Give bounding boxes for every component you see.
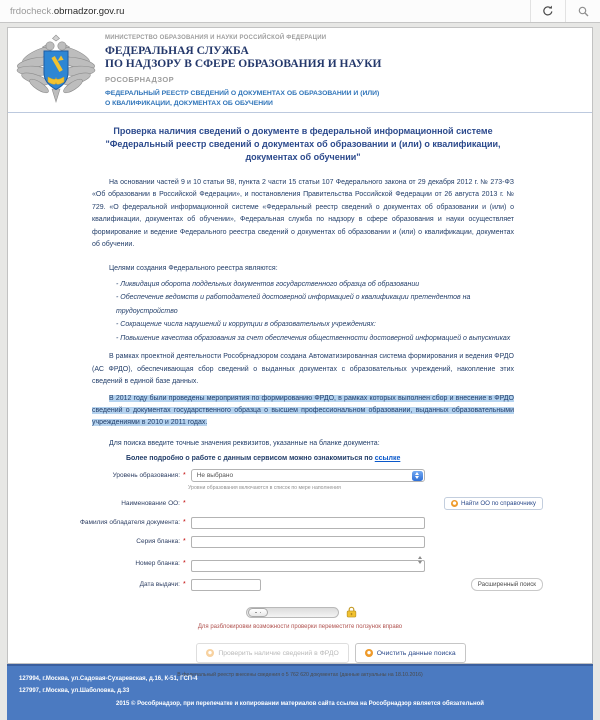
reload-button[interactable] — [530, 0, 565, 22]
url-subdomain: frdocheck. — [10, 5, 54, 17]
main-content — [8, 125, 592, 462]
required-asterisk: * — [183, 500, 186, 508]
series-label: Серия бланка: — [136, 538, 180, 546]
goal-item: - Повышение качества образования за счет обеспечения общественности достоверной информацией о выпускниках — [116, 334, 511, 342]
url-domain: obrnadzor.gov.ru — [53, 5, 125, 17]
advanced-search-button[interactable]: Расширенный поиск — [471, 578, 543, 591]
address-line-2: 127997, г.Москва, ул.Шаболовка, д.33 — [19, 688, 130, 694]
education-level-select[interactable] — [191, 469, 425, 482]
registry-stats: В федеральный реестр внесены сведения о 5 762 620 документах (данные актуальны на 18.10.2016) — [177, 672, 423, 679]
unlock-slider-row — [246, 606, 592, 618]
issue-date-row — [8, 578, 592, 591]
surname-label: Фамилия обладателя документа: — [79, 519, 180, 527]
browser-bar — [0, 0, 600, 23]
ministry-label: МИНИСТЕРСТВО ОБРАЗОВАНИЯ И НАУКИ РОССИЙСКОЙ ФЕДЕРАЦИИ — [105, 35, 327, 41]
required-asterisk: * — [183, 538, 186, 546]
clear-search-icon — [365, 649, 373, 657]
surname-row — [8, 516, 592, 529]
check-frdo-icon — [206, 649, 214, 657]
goal-item: - Обеспечение ведомств и работодателей достоверной информацией о квалификации претендентов на трудоустройство — [116, 294, 471, 315]
more-info-text: Более подробно о работе с данным сервисом можно ознакомиться по ссылке — [126, 455, 401, 463]
goal-item: - Ликвидация оборота поддельных документов государственного образца об образовании — [116, 280, 420, 288]
education-level-hint: Уровни образования включаются в список по мере наполнения — [188, 485, 341, 492]
search-button[interactable] — [565, 0, 600, 22]
agency-name: РОСОБРНАДЗОР — [105, 75, 174, 84]
check-frdo-button[interactable]: Проверить наличие сведений в ФРДО — [196, 643, 348, 663]
reload-icon — [542, 5, 554, 17]
copyright-text: 2015 © Рособрнадзор, при перепечатке и копировании материалов сайта ссылка на Рособрнадзор является обязательной — [116, 701, 484, 707]
page-title: Проверка наличия сведений о документе в федеральной информационной системе "Федеральный реестр сведений о документах об образовании и (или) о квалификации, документах об обучении" — [105, 126, 501, 162]
unlock-slider-handle[interactable] — [248, 608, 268, 617]
slider-hint: Для разблокировки возможности проверки переместите ползунок вправо — [197, 624, 403, 631]
number-input[interactable] — [191, 560, 425, 572]
issue-date-input[interactable] — [191, 579, 261, 591]
search-form — [8, 469, 592, 678]
lock-icon — [346, 606, 357, 618]
service-name: ФЕДЕРАЛЬНАЯ СЛУЖБА ПО НАДЗОРУ В СФЕРЕ ОБРАЗОВАНИЯ И НАУКИ — [105, 45, 382, 70]
find-org-icon — [451, 500, 458, 507]
required-asterisk: * — [183, 519, 186, 527]
unlock-slider-track[interactable] — [246, 607, 339, 618]
search-instruction: Для поиска введите точные значения реквизитов, указанные на бланке документа: — [109, 439, 380, 447]
education-level-label: Уровень образования: — [112, 472, 180, 480]
series-row — [8, 535, 592, 548]
clear-search-button[interactable]: Очистить данные поиска — [355, 643, 466, 663]
intro-paragraph: На основании частей 9 и 10 статьи 98, пункта 2 части 15 статьи 107 Федерального закона от 29 декабря 2012 г. № 273-ФЗ «Об образовании в Российской Федерации», и постановления Правительства Российской Федерации от 26 августа 2013 г. № 729. «О федеральной информационной системе «Федеральный реестр сведений о документах об образовании и (или) о квалификации, документах об обучении», Федеральная служба по надзору в сфере образования и науки осуществляет формирование и ведение Федерального реестра сведений о документах об образовании и (или) о квалификации, документах об обучении. — [92, 179, 514, 249]
header-text — [105, 34, 382, 108]
find-org-button[interactable]: Найти ОО по справочнику — [444, 497, 543, 510]
org-name-label: Наименование ОО: — [121, 500, 180, 508]
series-input[interactable] — [191, 536, 425, 548]
education-level-value: Не выбрано — [196, 472, 234, 480]
number-row — [8, 554, 592, 572]
number-label: Номер бланка: — [135, 559, 180, 567]
required-asterisk: * — [183, 581, 186, 589]
highlighted-paragraph — [92, 393, 514, 430]
surname-input[interactable] — [191, 517, 425, 529]
page-background — [0, 23, 600, 720]
search-icon — [578, 6, 589, 17]
required-asterisk: * — [183, 559, 186, 567]
frdo-paragraph: В рамках проектной деятельности Рособрнадзором создана Автоматизированная система формирования и ведения ФРДО (АС ФРДО), обеспечивающая сбор сведений о выданных документах с образовательных учреждений, накопление этих сведений в единой базе данных. — [92, 353, 514, 386]
org-name-row — [8, 497, 592, 510]
site-header — [8, 28, 592, 113]
registry-name: ФЕДЕРАЛЬНЫЙ РЕЕСТР СВЕДЕНИЙ О ДОКУМЕНТАХ ОБ ОБРАЗОВАНИИ И (ИЛИ) О КВАЛИФИКАЦИИ, ДОКУМЕНТАХ ОБ ОБУЧЕНИИ — [105, 90, 380, 107]
rosobrnadzor-emblem-icon — [20, 34, 92, 104]
address-bar[interactable] — [0, 0, 530, 22]
number-spinner-icon[interactable] — [418, 556, 422, 564]
more-info-link[interactable]: ссылке — [374, 455, 401, 463]
address-line-1: 127994, г.Москва, ул.Садовая-Сухаревская, д.16, К-51, ГСП-4 — [19, 676, 198, 682]
required-asterisk: * — [183, 472, 186, 480]
buttons-row — [8, 643, 592, 663]
education-level-row — [8, 469, 592, 482]
goals-intro: Целями создания Федерального реестра являются: — [109, 265, 278, 273]
select-stepper-icon — [412, 471, 423, 481]
issue-date-label: Дата выдачи: — [139, 581, 180, 589]
goal-item: - Сокращение числа нарушений и коррупции в образовательных учреждениях: — [116, 321, 376, 329]
goals-list — [92, 278, 514, 346]
text-selection-highlight: В 2012 году были проведены мероприятия по формированию ФРДО, в рамках которых выполнен сбор и внесение в ФРДО сведений о документах государственного образца о высшем профессиональном образовании, выданных образовательными учреждениями в 2010 и 2011 годах. — [92, 394, 514, 427]
